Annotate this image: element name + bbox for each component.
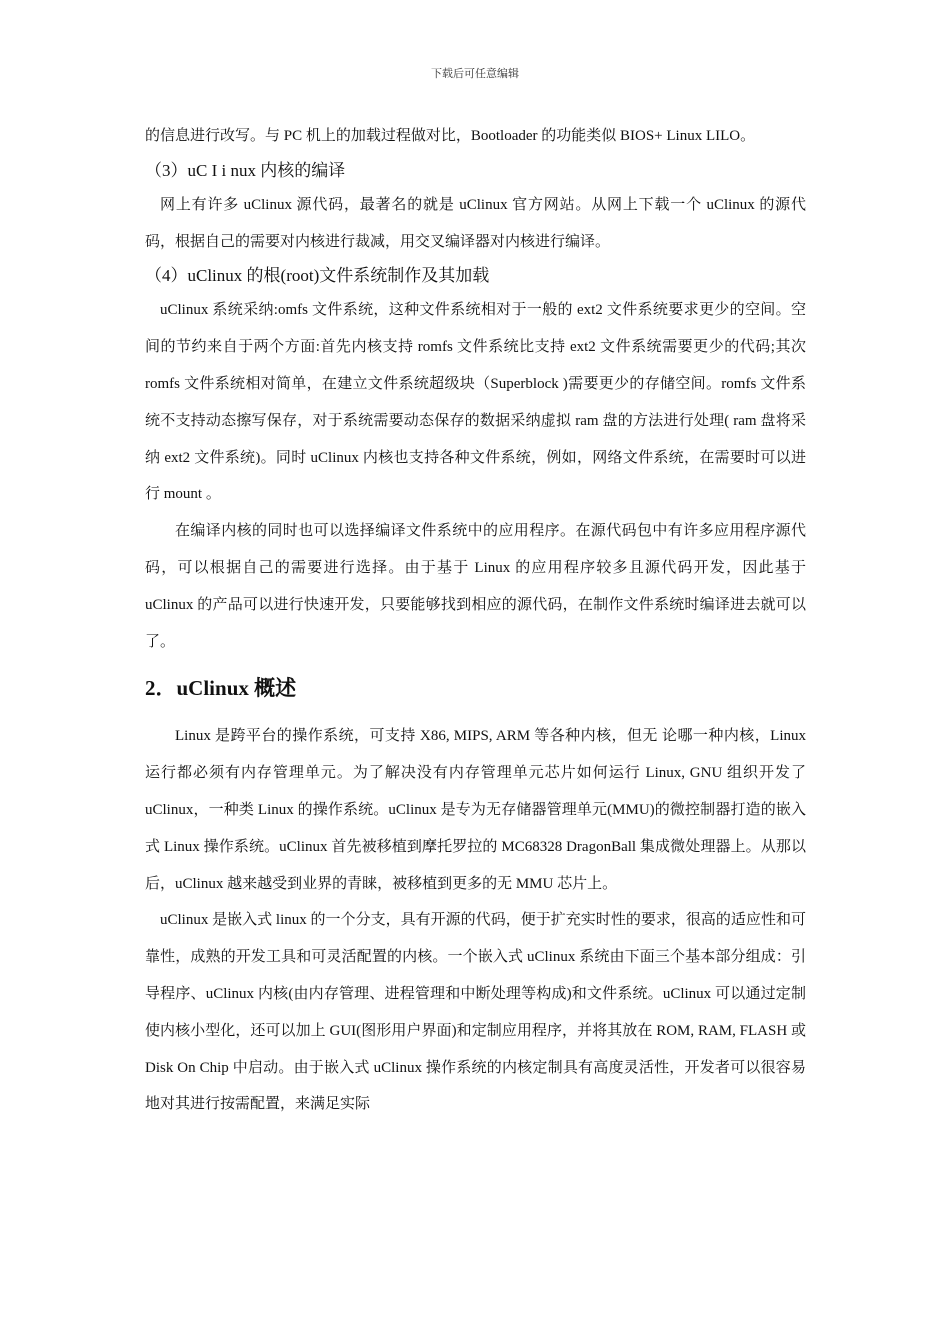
page-header: 下载后可任意编辑: [431, 68, 519, 80]
paragraph-linux-mmu: Linux 是跨平台的操作系统，可支持 X86, MIPS, ARM 等各种内核，但无 论哪一种内核，Linux 运行都必须有内存管理单元。为了解决没有内存管理单元芯片如何运行 Linux, GNU 组织开发了 uClinux，一种类 Linux 的操作系统。uClinux 是专为无存储器管理单元(MMU)的微控制器打造的嵌入式 Linux 操作系统。uClinux 首先被移植到摩托罗拉的 MC68328 DragonBall 集成微处理器上。从那以后，uClinux 越来越受到业界的青睐，被移植到更多的无 MMU 芯片上。: [145, 728, 806, 892]
subheading-root-filesystem: （4）uClinux 的根(root)文件系统制作及其加载: [145, 266, 490, 286]
section-title-uclinux-overview: 2．uClinux 概述: [145, 676, 297, 701]
document-body: [145, 118, 806, 1123]
subheading-kernel-compile: （3）uC I i nux 内核的编译: [145, 160, 346, 180]
paragraph-kernel-source: 网上有许多 uClinux 源代码，最著名的就是 uClinux 官方网站。从网上下载一个 uClinux 的源代码，根据自己的需要对内核进行裁减，用交叉编译器对内核进行编译。: [145, 196, 806, 250]
paragraph-bootloader: 的信息进行改写。与 PC 机上的加载过程做对比，Bootloader 的功能类似 BIOS+ Linux LILO。: [145, 128, 756, 144]
paragraph-applications: 在编译内核的同时也可以选择编译文件系统中的应用程序。在源代码包中有许多应用程序源代码，可以根据自己的需要进行选择。由于基于 Linux 的应用程序较多且源代码开发，因此基于 uClinux 的产品可以进行快速开发，只要能够找到相应的源代码，在制作文件系统时编译进去就可以了。: [145, 523, 806, 650]
paragraph-uclinux-components: uClinux 是嵌入式 linux 的一个分支，具有开源的代码，便于扩充实时性的要求，很高的适应性和可靠性，成熟的开发工具和可灵活配置的内核。一个嵌入式 uClinux 系统由下面三个基本部分组成：引导程序、uClinux 内核(由内存管理、进程管理和中断处理等构成)和文件系统。uClinux 可以通过定制使内核小型化，还可以加上 GUI(图形用户界面)和定制应用程序，并将其放在 ROM, RAM, FLASH 或 Disk On Chip 中启动。由于嵌入式 uClinux 操作系统的内核定制具有高度灵活性，开发者可以很容易地对其进行按需配置，来满足实际: [145, 912, 806, 1113]
paragraph-romfs: uClinux 系统采纳:omfs 文件系统，这种文件系统相对于一般的 ext2 文件系统要求更少的空间。空间的节约来自于两个方面:首先内核支持 romfs 文件系统比支持 ext2 文件系统需要更少的代码;其次 romfs 文件系统相对简单，在建立文件系统超级块（Superblock )需要更少的存储空间。romfs 文件系统不支持动态擦写保存，对于系统需要动态保存的数据采纳虚拟 ram 盘的方法进行处理( ram 盘将采纳 ext2 文件系统)。同时 uClinux 内核也支持各种文件系统，例如，网络文件系统，在需要时可以进行 mount 。: [145, 302, 806, 503]
